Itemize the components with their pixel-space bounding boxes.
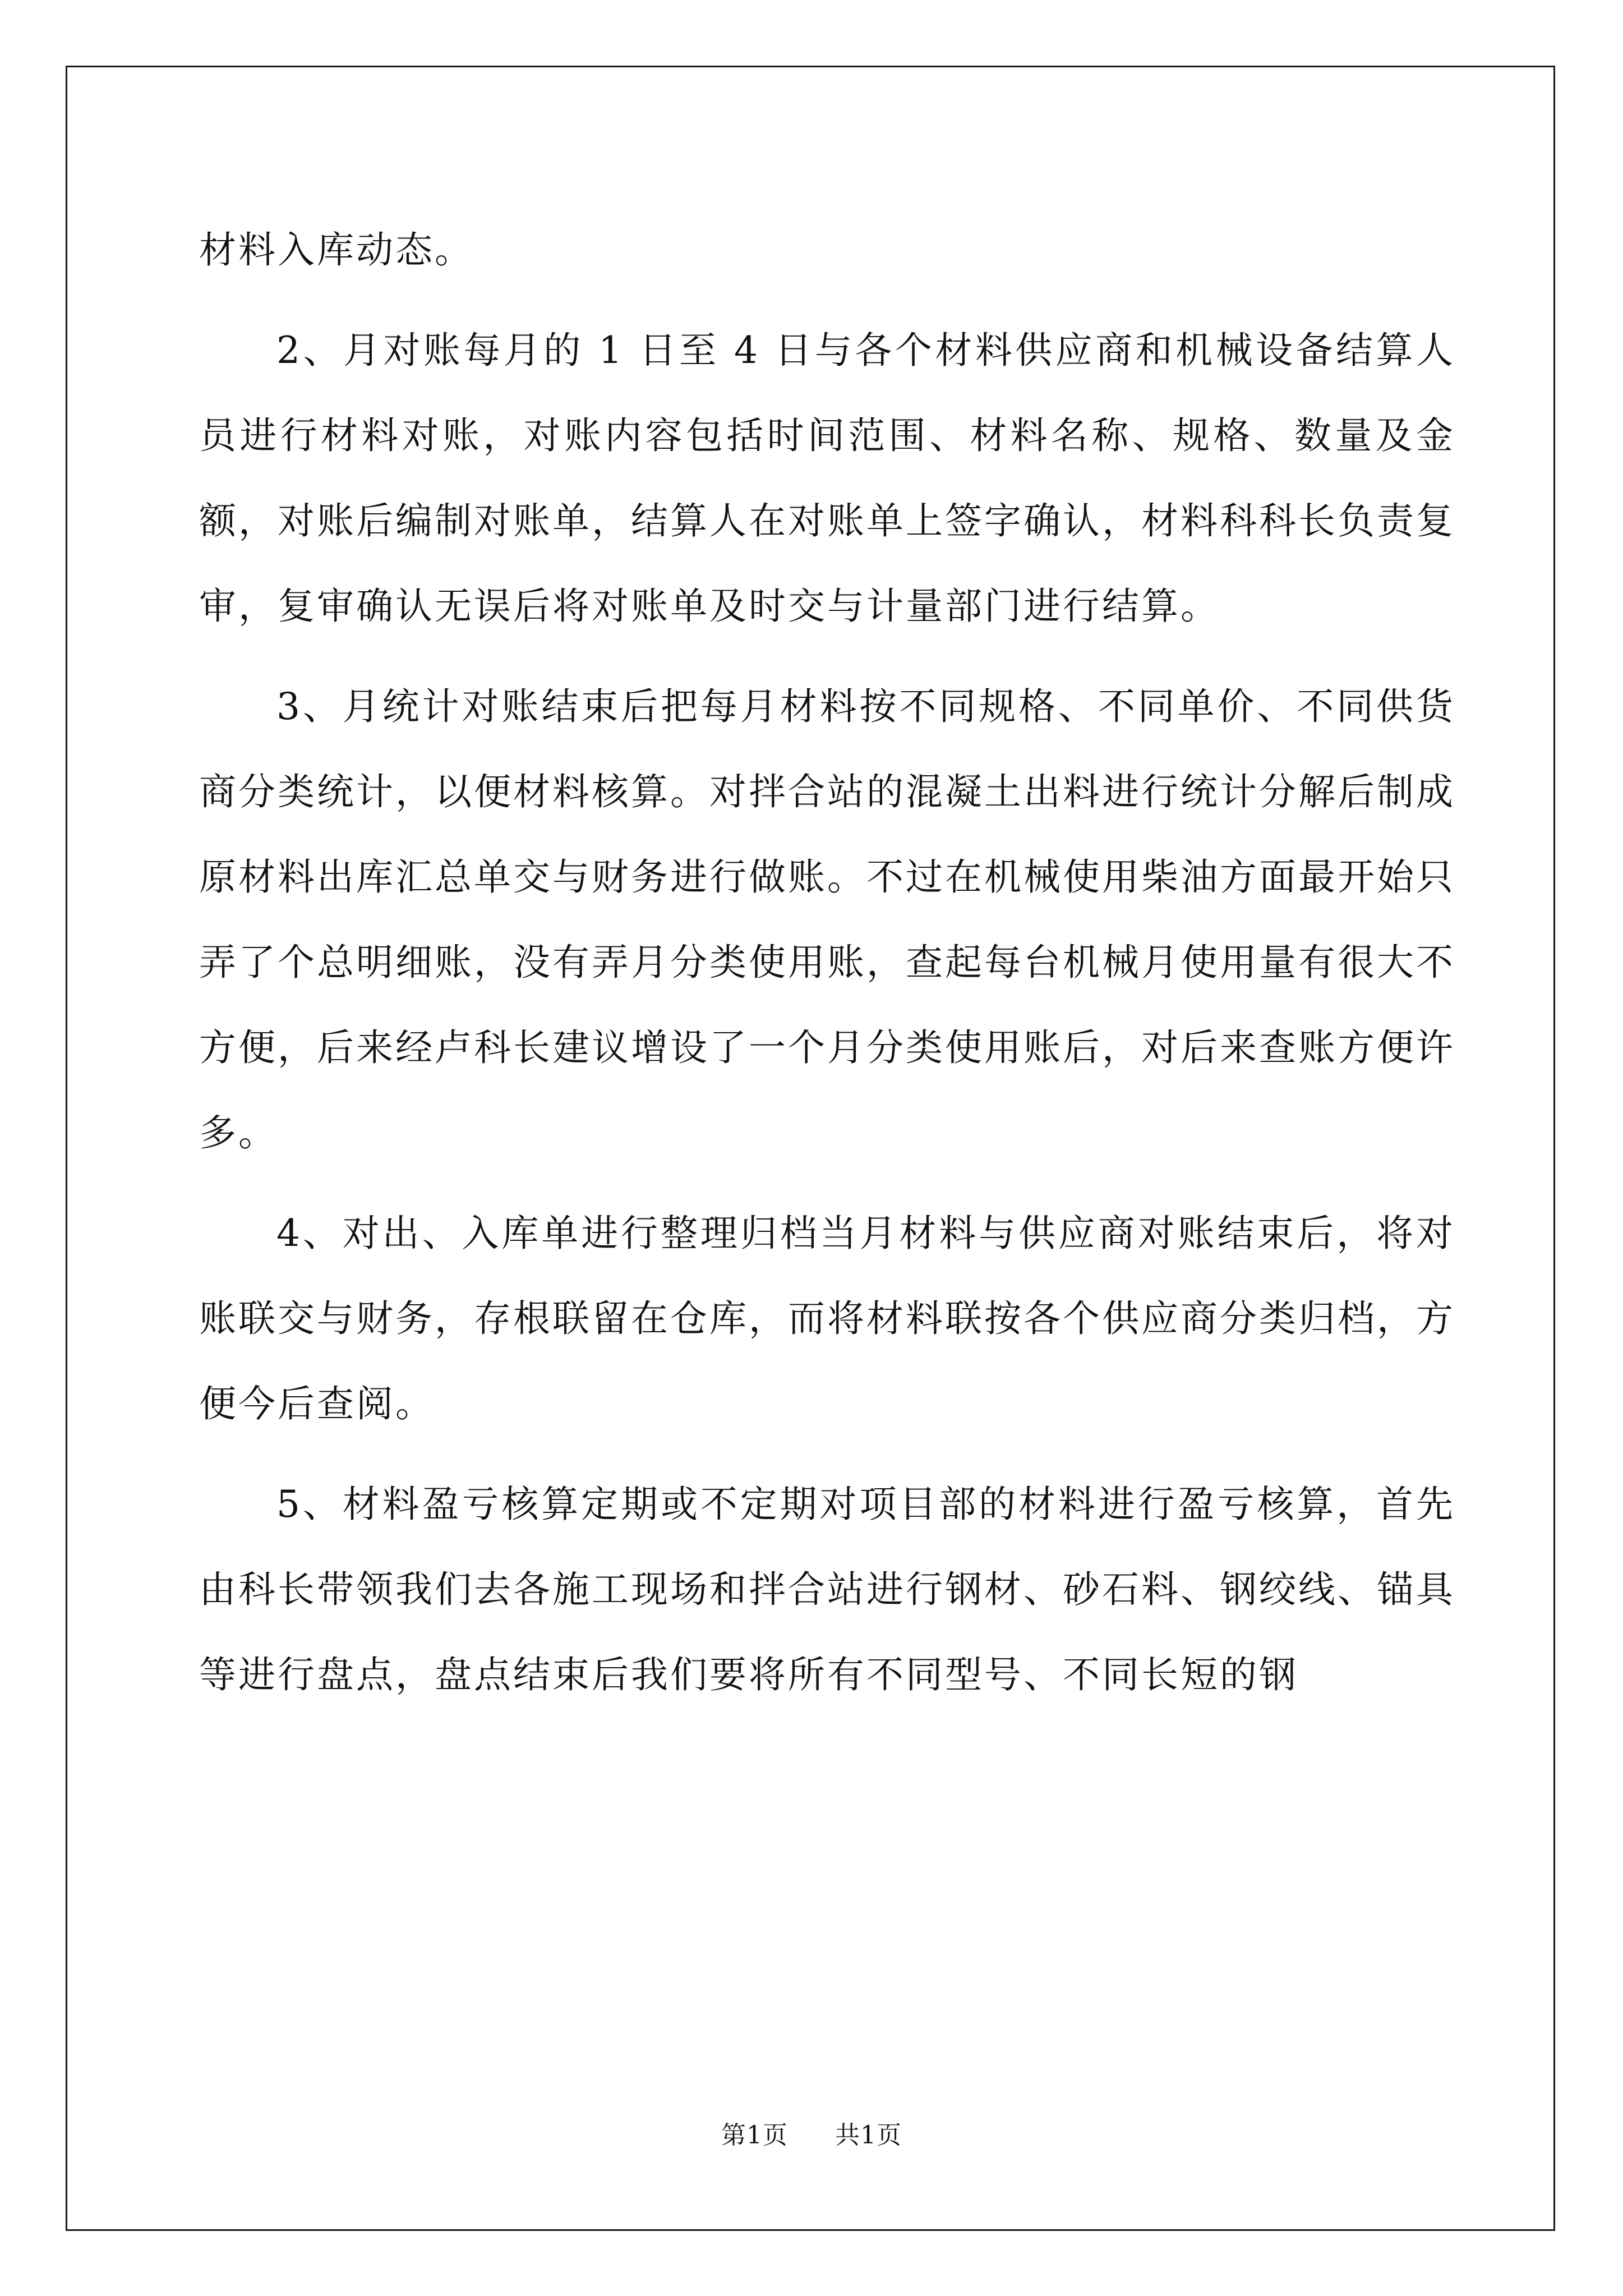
paragraph-4: 4、对出、入库单进行整理归档当月材料与供应商对账结束后，将对账联交与财务，存根联留在仓库，而将材料联按各个供应商分类归档，方便今后查阅。: [199, 1212, 1455, 1425]
paragraph-1: 材料入库动态。: [199, 228, 474, 272]
paragraph-2: 2、月对账每月的 1 日至 4 日与各个材料供应商和机械设备结算人员进行材料对账，对账内容包括时间范围、材料名称、规格、数量及金额，对账后编制对账单，结算人在对账单上签字确认，材料科科长负责复审，复审确认无误后将对账单及时交与计量部门进行结算。: [199, 329, 1455, 628]
paragraph-3: 3、月统计对账结束后把每月材料按不同规格、不同单价、不同供货商分类统计，以便材料核算。对拌合站的混凝土出料进行统计分解后制成原材料出库汇总单交与财务进行做账。不过在机械使用柴油方面最开始只弄了个总明细账，没有弄月分类使用账，查起每台机械月使用量有很大不方便，后来经卢科长建议增设了一个月分类使用账后，对后来查账方便许多。: [199, 685, 1455, 1154]
page-number-current: 第1页: [721, 2121, 788, 2150]
paragraph-5: 5、材料盈亏核算定期或不定期对项目部的材料进行盈亏核算，首先由科长带领我们去各施工现场和拌合站进行钢材、砂石料、钢绞线、锚具等进行盘点，盘点结束后我们要将所有不同型号、不同长短的钢: [199, 1483, 1455, 1696]
page-number-total: 共1页: [835, 2121, 902, 2150]
document-body: [199, 208, 1455, 1733]
page-footer: [0, 2115, 1623, 2151]
